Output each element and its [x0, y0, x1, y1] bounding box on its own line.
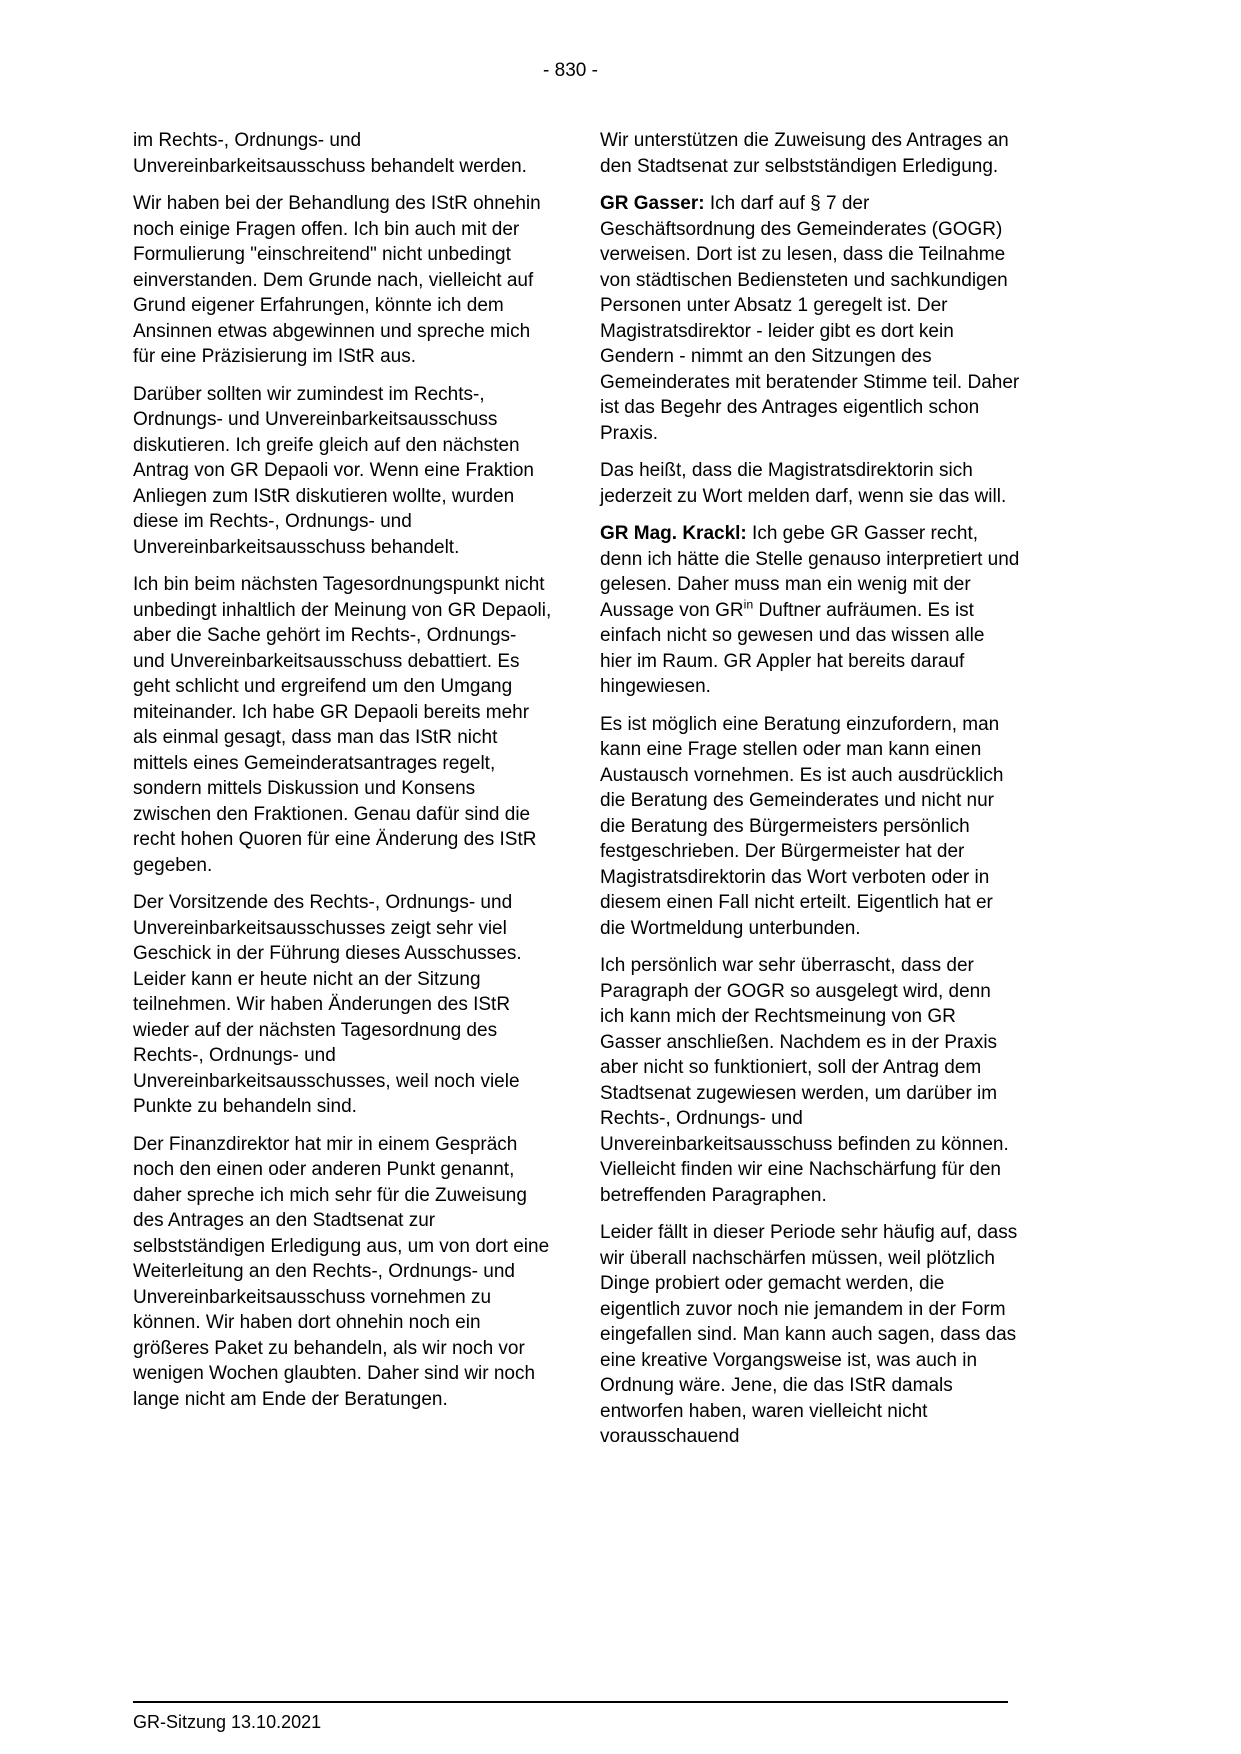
paragraph	[133, 890, 553, 1120]
paragraph-text: Leider fällt in dieser Periode sehr häufig auf, dass wir überall nachschärfen müssen, weil plötzlich Dinge probiert oder gemacht werden, die eigentlich zuvor noch nie jemandem in der Form eingefallen sind. Man kann auch sagen, dass das eine kreative Vorgangsweise ist, was auch in Ordnung wäre. Jene, die das IStR damals entworfen haben, waren vielleicht nicht vorausschauend	[600, 1222, 1018, 1447]
paragraph	[133, 191, 553, 370]
paragraph	[600, 1220, 1020, 1450]
paragraph	[133, 1132, 553, 1413]
paragraph	[600, 191, 1020, 446]
paragraph-text: im Rechts-, Ordnungs- und Unvereinbarkeitsausschuss behandelt werden.	[133, 130, 527, 177]
page-content	[133, 128, 1023, 1462]
paragraph	[133, 572, 553, 878]
paragraph	[133, 128, 553, 179]
paragraph-text: Der Finanzdirektor hat mir in einem Gespräch noch den einen oder anderen Punkt genannt, daher spreche ich mich sehr für die Zuweisung des Antrages an den Stadtsenat zur selbstständigen Erledigung aus, um von dort eine Weiterleitung an den Rechts-, Ordnungs- und Unvereinbarkeitsausschuss vornehmen zu können. Wir haben dort ohnehin noch ein größeres Paket zu behandeln, als wir noch vor wenigen Wochen glaubten. Daher sind wir noch lange nicht am Ende der Beratungen.	[133, 1133, 550, 1410]
paragraph	[600, 712, 1020, 942]
superscript-gender-suffix: in	[743, 597, 754, 612]
page-number: - 830 -	[543, 60, 598, 81]
paragraph-text: Duftner aufräumen. Es ist einfach nicht so gewesen und das wissen alle hier im Raum. GR Appler hat bereits darauf hingewiesen.	[600, 599, 985, 697]
paragraph-text: Ich darf auf § 7 der Geschäftsordnung des Gemeinderates (GOGR) verweisen. Dort ist zu lesen, dass die Teilnahme von städtischen Bediensteten und sachkundigen Personen unter Absatz 1 geregelt ist. Der Magistratsdirektor - leider gibt es dort kein Gendern - nimmt an den Sitzungen des Gemeinderates mit beratender Stimme teil. Daher ist das Begehr des Antrages eigentlich schon Praxis.	[600, 193, 1020, 444]
paragraph-text: Wir unterstützen die Zuweisung des Antrages an den Stadtsenat zur selbstständigen Erledigung.	[600, 130, 1009, 177]
paragraph	[600, 128, 1020, 179]
paragraph	[600, 458, 1020, 509]
paragraph-text: Wir haben bei der Behandlung des IStR ohnehin noch einige Fragen offen. Ich bin auch mit der Formulierung "einschreitend" nicht unbedingt einverstanden. Dem Grunde nach, vielleicht auf Grund eigener Erfahrungen, könnte ich dem Ansinnen etwas abgewinnen und spreche mich für eine Präzisierung im IStR aus.	[133, 193, 541, 367]
paragraph-text: Der Vorsitzende des Rechts-, Ordnungs- und Unvereinbarkeitsausschusses zeigt sehr viel Geschick in der Führung dieses Ausschusses. Leider kann er heute nicht an der Sitzung teilnehmen. Wir haben Änderungen des IStR wieder auf der nächsten Tagesordnung des Rechts-, Ordnungs- und Unvereinbarkeitsausschusses, weil noch viele Punkte zu behandeln sind.	[133, 892, 522, 1117]
speaker-name: GR Gasser:	[600, 193, 705, 214]
page-footer	[133, 1701, 1008, 1736]
paragraph-text: Ich gebe GR Gasser recht, denn ich hätte die Stelle genauso interpretiert und gelesen. Daher muss man ein wenig mit der Aussage von GR	[600, 523, 1020, 621]
paragraph-text: Darüber sollten wir zumindest im Rechts-, Ordnungs- und Unvereinbarkeitsausschuss diskutieren. Ich greife gleich auf den nächsten Antrag von GR Depaoli vor. Wenn eine Fraktion Anliegen zum IStR diskutieren wollte, wurden diese im Rechts-, Ordnungs- und Unvereinbarkeitsausschuss behandelt.	[133, 383, 534, 558]
footer-session-label: GR-Sitzung 13.10.2021	[133, 1712, 322, 1732]
paragraph-text: Das heißt, dass die Magistratsdirektorin sich jederzeit zu Wort melden darf, wenn sie das will.	[600, 460, 1007, 507]
paragraph	[600, 521, 1020, 700]
text-column-right	[600, 128, 1020, 1462]
text-column-left	[133, 128, 553, 1462]
speaker-name: GR Mag. Krackl:	[600, 523, 747, 544]
paragraph	[133, 382, 553, 561]
paragraph	[600, 953, 1020, 1208]
paragraph-text: Es ist möglich eine Beratung einzufordern, man kann eine Frage stellen oder man kann einen Austausch vornehmen. Es ist auch ausdrücklich die Beratung des Gemeinderates und nicht nur die Beratung des Bürgermeisters persönlich festgeschrieben. Der Bürgermeister hat der Magistratsdirektorin das Wort verboten oder in diesem einen Fall nicht erteilt. Eigentlich hat er die Wortmeldung unterbunden.	[600, 713, 1004, 939]
paragraph-text: Ich bin beim nächsten Tagesordnungspunkt nicht unbedingt inhaltlich der Meinung von GR Depaoli, aber die Sache gehört im Rechts-, Ordnungs- und Unvereinbarkeitsausschuss debattiert. Es geht schlicht und ergreifend um den Umgang miteinander. Ich habe GR Depaoli bereits mehr als einmal gesagt, dass man das IStR nicht mittels eines Gemeinderatsantrages regelt, sondern mittels Diskussion und Konsens zwischen den Fraktionen. Genau dafür sind die recht hohen Quoren für eine Änderung des IStR gegeben.	[133, 574, 552, 876]
paragraph-text: Ich persönlich war sehr überrascht, dass der Paragraph der GOGR so ausgelegt wird, denn ich kann mich der Rechtsmeinung von GR Gasser anschließen. Nachdem es in der Praxis aber nicht so funktioniert, soll der Antrag dem Stadtsenat zugewiesen werden, um darüber im Rechts-, Ordnungs- und Unvereinbarkeitsausschuss befinden zu können. Vielleicht finden wir eine Nachschärfung für den betreffenden Paragraphen.	[600, 955, 1009, 1206]
